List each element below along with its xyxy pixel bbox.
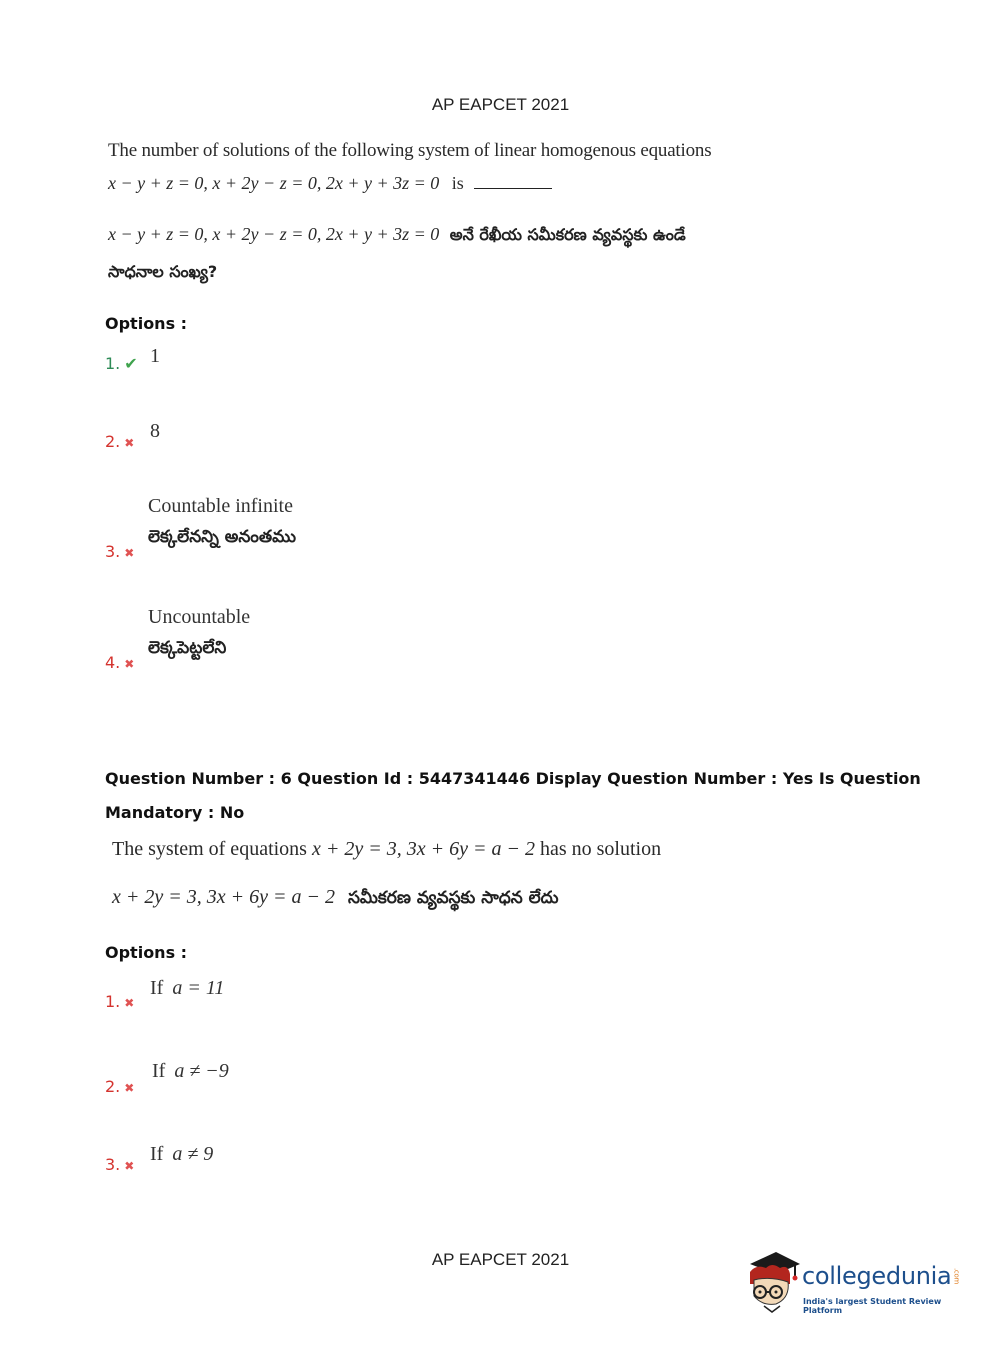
option-text-telugu: లెక్కలేనన్ని అనంతము — [148, 527, 297, 547]
answer-blank — [474, 174, 552, 189]
question-text-suffix: has no solution — [539, 838, 662, 860]
option-condition: a = 11 — [172, 977, 225, 999]
if-word: If — [152, 1060, 166, 1082]
option-number-text: 4. — [105, 653, 121, 672]
question-telugu-line — [112, 886, 559, 912]
logo-tagline: India's largest Student Review Platform — [803, 1297, 942, 1315]
option-text: 8 — [150, 420, 160, 442]
page-footer: AP EAPCET 2021 — [431, 1250, 570, 1269]
if-word: If — [150, 977, 164, 999]
option-number-text: 2. — [105, 1077, 121, 1096]
option-number-text: 3. — [105, 1155, 121, 1174]
check-icon: ✔ — [124, 354, 138, 373]
collegedunia-logo[interactable] — [742, 1250, 972, 1320]
option-number-text: 2. — [105, 432, 121, 451]
options-label: Options : — [105, 314, 188, 333]
option-condition: a ≠ −9 — [174, 1060, 229, 1082]
question-meta-mandatory: Mandatory : No — [105, 803, 245, 822]
mascot-icon — [742, 1250, 804, 1320]
option-number — [105, 1077, 134, 1096]
question-equations: x + 2y = 3, 3x + 6y = a − 2 — [311, 838, 535, 860]
option-text: Uncountable — [148, 606, 251, 628]
option-text-telugu: లెక్కపెట్టలేని — [148, 638, 227, 658]
option-text: 1 — [150, 345, 160, 367]
option-text — [150, 977, 224, 1000]
option-number-text: 1. — [105, 354, 121, 373]
cross-icon: ✖ — [124, 996, 135, 1010]
logo-name: collegedunia — [802, 1262, 952, 1290]
question-equations: x − y + z = 0, x + 2y − z = 0, 2x + y + 3z = 0 — [108, 173, 440, 193]
option-number-text: 3. — [105, 542, 121, 561]
question-meta: Question Number : 6 Question Id : 5447341446 Display Question Number : Yes Is Question — [105, 769, 921, 788]
option-number — [105, 1155, 134, 1174]
cross-icon: ✖ — [124, 657, 135, 671]
option-condition: a ≠ 9 — [172, 1143, 214, 1165]
option-text — [152, 1060, 229, 1083]
question-text: The number of solutions of the following system of linear homogenous equations — [108, 140, 712, 161]
logo-suffix: .com — [952, 1268, 961, 1284]
option-number — [105, 653, 134, 672]
question-telugu-line — [108, 224, 686, 248]
option-number — [105, 354, 138, 373]
logo-wordmark — [802, 1262, 960, 1290]
options-label: Options : — [105, 943, 188, 962]
question-telugu-2: సాధనాల సంఖ్య? — [108, 262, 218, 281]
page-header: AP EAPCET 2021 — [431, 95, 570, 114]
option-number-text: 1. — [105, 992, 121, 1011]
if-word: If — [150, 1143, 164, 1165]
cross-icon: ✖ — [124, 436, 135, 450]
question-equations-te: x − y + z = 0, x + 2y − z = 0, 2x + y + 3z = 0 — [108, 224, 440, 244]
option-text — [150, 1143, 213, 1166]
question-equations-line — [108, 173, 552, 194]
cross-icon: ✖ — [124, 546, 135, 560]
option-number — [105, 432, 134, 451]
question-text-prefix: The system of equations — [112, 838, 307, 860]
option-text: Countable infinite — [148, 495, 293, 517]
question-equations-te: x + 2y = 3, 3x + 6y = a − 2 — [112, 886, 335, 908]
option-number — [105, 542, 134, 561]
question-telugu-1: అనే రేఖీయ సమీకరణ వ్యవస్థకు ఉండే — [449, 225, 686, 244]
cross-icon: ✖ — [124, 1159, 135, 1173]
is-word: is — [451, 173, 464, 193]
question-telugu: సమీకరణ వ్యవస్థకు సాధన లేదు — [348, 888, 559, 908]
question-text — [112, 838, 661, 861]
cross-icon: ✖ — [124, 1081, 135, 1095]
option-number — [105, 992, 134, 1011]
